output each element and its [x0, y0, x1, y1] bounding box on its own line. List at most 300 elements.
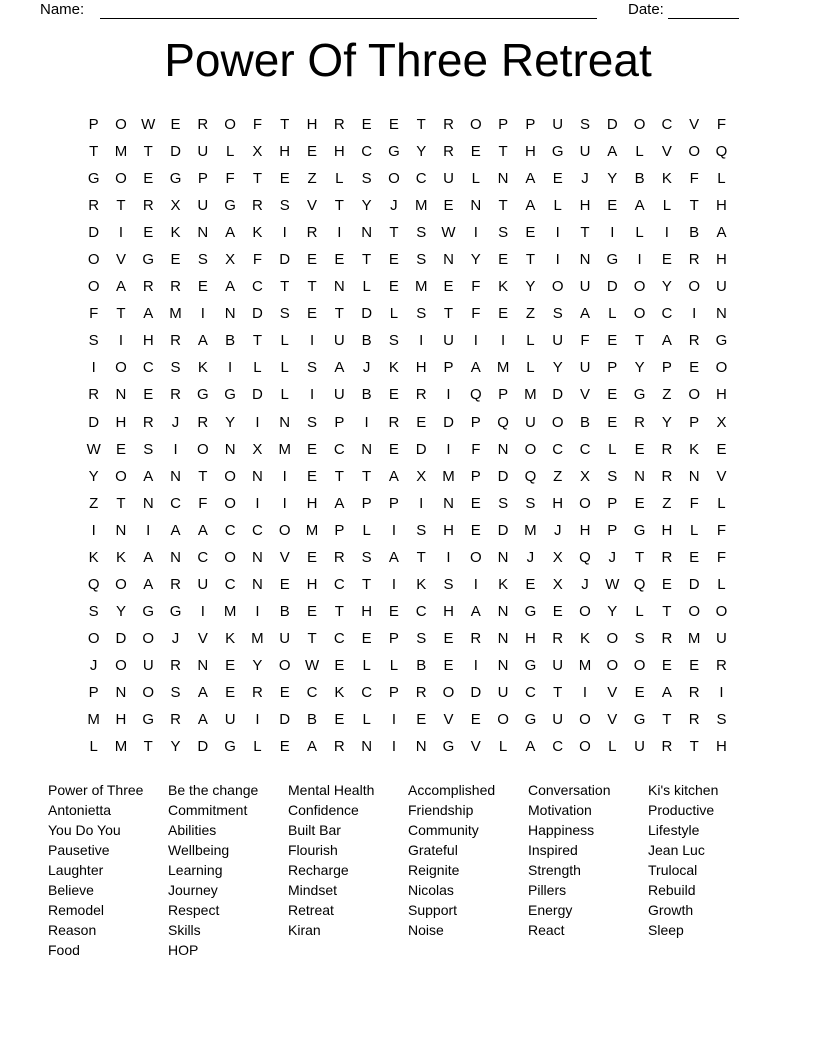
grid-letter: E	[416, 413, 427, 431]
grid-letter: J	[526, 548, 535, 566]
grid-letter: K	[225, 629, 236, 647]
grid-letter: O	[524, 440, 537, 458]
grid-letter: R	[142, 278, 154, 296]
grid-letter: A	[334, 494, 345, 512]
grid-letter: H	[443, 521, 454, 539]
grid-letter: N	[252, 548, 263, 566]
grid-letter: X	[225, 251, 236, 269]
grid-letter: E	[661, 251, 672, 269]
grid-letter: Y	[661, 413, 672, 431]
grid-letter: R	[688, 332, 700, 350]
grid-letter: N	[497, 629, 509, 647]
word-list-item: Believe	[48, 882, 94, 898]
grid-letter: G	[606, 251, 619, 269]
grid-letter: Z	[89, 494, 99, 512]
grid-letter: I	[446, 386, 451, 404]
grid-letter: A	[334, 359, 345, 377]
grid-letter: N	[224, 440, 236, 458]
grid-letter: I	[200, 602, 205, 620]
word-list-item: Abilities	[168, 822, 217, 838]
grid-letter: O	[224, 548, 236, 566]
grid-letter: G	[524, 656, 537, 674]
grid-letter: P	[388, 684, 399, 701]
grid-letter: E	[607, 386, 618, 404]
grid-letter: E	[388, 251, 399, 269]
grid-letter: D	[606, 278, 618, 296]
grid-letter: R	[88, 197, 100, 215]
grid-letter: S	[416, 251, 427, 269]
grid-letter: G	[197, 386, 209, 404]
grid-letter: I	[255, 602, 260, 620]
grid-letter: U	[443, 170, 454, 188]
grid-letter: E	[170, 116, 181, 134]
word-list-item: Retreat	[288, 902, 334, 918]
grid-letter: Q	[87, 575, 100, 593]
grid-letter: U	[579, 278, 591, 296]
word-list	[48, 780, 768, 960]
grid-letter: I	[309, 386, 315, 404]
grid-letter: P	[661, 359, 672, 377]
grid-letter: T	[143, 738, 153, 756]
grid-letter: P	[470, 467, 481, 485]
grid-letter: K	[498, 278, 509, 296]
grid-letter: N	[497, 170, 509, 188]
grid-letter: W	[441, 224, 456, 242]
grid-letter: T	[334, 467, 344, 485]
grid-letter: N	[197, 656, 209, 674]
name-label: Name:	[40, 1, 85, 18]
grid-letter: M	[414, 278, 428, 296]
word-list-item: Confidence	[288, 802, 359, 818]
grid-letter: A	[388, 467, 399, 485]
grid-letter: R	[443, 143, 454, 161]
grid-letter: M	[278, 440, 291, 458]
grid-letter: F	[198, 494, 208, 512]
grid-letter: E	[552, 170, 563, 188]
grid-letter: V	[443, 711, 454, 729]
grid-letter: F	[716, 116, 727, 134]
grid-letter: U	[224, 711, 236, 729]
grid-letter: Q	[715, 143, 728, 161]
grid-letter: C	[552, 440, 564, 458]
grid-letter: S	[143, 440, 154, 458]
grid-letter: O	[688, 143, 701, 161]
grid-letter: S	[279, 305, 290, 323]
grid-letter: L	[362, 521, 371, 539]
grid-letter: H	[661, 521, 673, 539]
grid-letter: O	[87, 629, 100, 647]
grid-letter: K	[252, 224, 263, 242]
grid-letter: L	[280, 386, 289, 404]
grid-letter: E	[143, 224, 154, 242]
grid-letter: F	[689, 170, 699, 188]
grid-letter: G	[524, 602, 537, 620]
grid-letter: G	[142, 251, 155, 269]
grid-letter: R	[333, 116, 345, 134]
word-list-item: Support	[408, 902, 458, 918]
date-fill-line	[668, 1, 739, 19]
grid-letter: E	[552, 602, 563, 620]
grid-letter: D	[115, 629, 127, 647]
grid-letter: L	[717, 494, 726, 512]
grid-letter: E	[634, 494, 645, 512]
grid-letter: T	[498, 197, 508, 215]
grid-letter: O	[688, 386, 701, 404]
grid-letter: F	[716, 548, 727, 566]
grid-letter: L	[608, 305, 617, 323]
grid-letter: T	[635, 548, 645, 566]
grid-letter: Q	[497, 413, 509, 431]
grid-letter: A	[634, 197, 645, 215]
grid-letter: E	[307, 251, 318, 269]
grid-letter: E	[307, 305, 318, 323]
grid-letter: G	[142, 602, 155, 620]
grid-letter: O	[142, 684, 155, 701]
grid-letter: E	[470, 143, 481, 161]
grid-letter: U	[552, 711, 564, 729]
grid-letter: C	[552, 738, 564, 756]
grid-letter: U	[142, 656, 154, 674]
grid-letter: T	[635, 332, 645, 350]
grid-letter: Y	[661, 278, 672, 296]
grid-letter: E	[689, 359, 700, 377]
grid-letter: V	[579, 386, 590, 404]
grid-letter: I	[391, 521, 396, 539]
grid-letter: F	[716, 521, 727, 539]
grid-letter: H	[579, 521, 591, 539]
grid-letter: R	[415, 684, 427, 701]
grid-letter: O	[115, 467, 127, 485]
grid-letter: T	[525, 251, 535, 269]
grid-letter: L	[389, 305, 399, 323]
grid-letter: A	[143, 575, 154, 593]
grid-letter: R	[252, 684, 263, 701]
letter-grid	[80, 111, 735, 760]
grid-letter: P	[470, 413, 481, 431]
grid-letter: C	[252, 521, 263, 539]
grid-letter: E	[443, 656, 454, 674]
grid-letter: P	[689, 413, 700, 431]
grid-letter: X	[552, 548, 563, 566]
word-list-column	[168, 780, 288, 960]
grid-letter: C	[361, 684, 373, 701]
grid-letter: D	[552, 386, 564, 404]
grid-letter: T	[416, 548, 426, 566]
grid-letter: N	[115, 386, 127, 404]
grid-letter: G	[633, 521, 646, 539]
grid-letter: I	[419, 494, 424, 512]
grid-letter: V	[307, 197, 318, 215]
word-list-item: Growth	[648, 902, 694, 918]
grid-letter: I	[282, 494, 287, 512]
grid-letter: Y	[115, 602, 126, 620]
grid-letter: W	[141, 116, 156, 134]
grid-letter: I	[473, 656, 478, 674]
grid-letter: M	[169, 305, 182, 323]
grid-letter: O	[579, 602, 591, 620]
grid-letter: N	[115, 684, 127, 701]
grid-letter: N	[170, 548, 181, 566]
grid-letter: O	[224, 467, 236, 485]
word-list-item: Food	[48, 942, 80, 958]
grid-letter: L	[526, 332, 535, 350]
grid-letter: R	[197, 413, 209, 431]
grid-letter: U	[279, 629, 291, 647]
grid-letter: O	[633, 305, 646, 323]
grid-letter: T	[389, 224, 399, 242]
grid-letter: M	[414, 197, 428, 215]
grid-letter: E	[716, 440, 727, 458]
grid-letter: M	[496, 359, 510, 377]
grid-letter: R	[443, 116, 454, 134]
grid-letter: C	[224, 521, 236, 539]
grid-letter: E	[607, 413, 618, 431]
grid-letter: S	[388, 332, 399, 350]
grid-letter: E	[689, 548, 700, 566]
grid-letter: E	[279, 575, 290, 593]
grid-letter: R	[170, 711, 181, 729]
grid-letter: H	[716, 386, 727, 404]
grid-letter: F	[252, 251, 263, 269]
grid-letter: N	[497, 602, 509, 620]
word-list-item: Grateful	[408, 842, 458, 858]
grid-letter: S	[170, 684, 181, 701]
grid-letter: L	[89, 738, 98, 756]
grid-letter: J	[362, 359, 371, 377]
word-list-item: Journey	[168, 882, 218, 898]
grid-letter: L	[662, 197, 672, 215]
grid-letter: N	[361, 738, 373, 756]
grid-letter: A	[143, 305, 154, 323]
grid-letter: A	[661, 684, 672, 701]
grid-letter: C	[333, 575, 345, 593]
grid-letter: P	[443, 359, 454, 377]
grid-letter: R	[388, 413, 400, 431]
grid-letter: T	[252, 170, 263, 188]
grid-letter: E	[334, 251, 345, 269]
grid-letter: L	[635, 224, 644, 242]
grid-letter: T	[280, 278, 290, 296]
grid-letter: M	[114, 738, 128, 756]
grid-letter: K	[170, 224, 181, 242]
grid-letter: L	[280, 332, 289, 350]
grid-letter: G	[224, 738, 236, 756]
grid-letter: O	[551, 413, 564, 431]
grid-letter: R	[333, 738, 345, 756]
word-list-item: Be the change	[168, 782, 259, 798]
grid-letter: U	[333, 332, 345, 350]
grid-letter: V	[115, 251, 126, 269]
grid-letter: I	[555, 224, 560, 242]
word-list-item: React	[528, 922, 565, 938]
grid-letter: I	[391, 575, 396, 593]
grid-letter: D	[252, 305, 263, 323]
grid-letter: E	[525, 575, 536, 593]
grid-letter: N	[497, 656, 509, 674]
word-list-item: Nicolas	[408, 882, 454, 898]
word-list-column	[48, 780, 168, 960]
grid-letter: O	[633, 278, 646, 296]
grid-letter: M	[305, 521, 319, 539]
word-list-item: Recharge	[288, 862, 349, 878]
grid-letter: R	[306, 224, 318, 242]
grid-letter: T	[580, 224, 590, 242]
grid-letter: H	[716, 251, 727, 269]
grid-letter: O	[579, 711, 591, 729]
word-list-item: Strength	[528, 862, 581, 878]
grid-letter: E	[388, 440, 399, 458]
grid-letter: I	[282, 224, 287, 242]
grid-letter: G	[442, 738, 455, 756]
word-list-item: Wellbeing	[168, 842, 230, 858]
grid-letter: J	[390, 197, 398, 215]
grid-letter: Y	[361, 197, 372, 215]
grid-letter: S	[498, 494, 509, 512]
grid-letter: P	[388, 494, 399, 512]
grid-letter: A	[225, 278, 236, 296]
grid-letter: T	[307, 629, 317, 647]
grid-letter: T	[416, 116, 426, 134]
grid-letter: H	[306, 494, 318, 512]
grid-letter: N	[361, 440, 373, 458]
grid-letter: R	[634, 413, 645, 431]
grid-letter: G	[524, 711, 537, 729]
word-list-item: Inspired	[528, 842, 578, 858]
grid-letter: L	[498, 738, 508, 756]
grid-letter: P	[607, 494, 618, 512]
grid-letter: B	[225, 332, 236, 350]
grid-letter: O	[579, 738, 591, 756]
grid-letter: I	[555, 251, 560, 269]
grid-letter: A	[470, 602, 481, 620]
grid-letter: A	[143, 467, 154, 485]
grid-letter: X	[716, 413, 727, 431]
grid-letter: U	[552, 332, 564, 350]
grid-letter: U	[524, 413, 536, 431]
grid-letter: B	[279, 602, 290, 620]
word-list-item: Reason	[48, 922, 97, 938]
grid-letter: H	[443, 602, 454, 620]
grid-letter: T	[280, 116, 290, 134]
grid-letter: I	[419, 332, 424, 350]
grid-letter: K	[416, 575, 427, 593]
grid-letter: D	[252, 386, 263, 404]
grid-letter: P	[197, 170, 208, 188]
grid-letter: A	[115, 278, 126, 296]
grid-letter: C	[333, 440, 345, 458]
grid-letter: I	[282, 467, 287, 485]
grid-letter: N	[688, 467, 700, 485]
grid-letter: E	[225, 656, 236, 674]
grid-letter: O	[469, 548, 482, 566]
grid-letter: R	[688, 684, 700, 701]
grid-letter: E	[661, 656, 672, 674]
grid-letter: U	[333, 386, 345, 404]
grid-letter: E	[225, 684, 236, 701]
grid-letter: Q	[524, 467, 537, 485]
grid-letter: P	[607, 359, 618, 377]
grid-letter: T	[689, 738, 699, 756]
grid-letter: T	[252, 332, 263, 350]
grid-letter: O	[115, 575, 127, 593]
grid-letter: X	[579, 467, 590, 485]
grid-letter: B	[689, 224, 700, 242]
grid-letter: D	[279, 251, 291, 269]
grid-letter: E	[279, 170, 290, 188]
grid-letter: H	[524, 629, 536, 647]
grid-letter: U	[634, 738, 645, 756]
grid-letter: V	[197, 629, 208, 647]
grid-letter: R	[688, 711, 700, 729]
grid-letter: O	[115, 359, 127, 377]
grid-letter: O	[115, 656, 127, 674]
grid-letter: H	[333, 143, 345, 161]
grid-letter: H	[415, 359, 427, 377]
grid-letter: I	[582, 684, 588, 701]
grid-letter: V	[470, 738, 481, 756]
name-fill-line	[100, 1, 597, 19]
grid-letter: A	[170, 521, 181, 539]
grid-letter: E	[307, 440, 318, 458]
grid-letter: P	[88, 116, 99, 134]
grid-letter: E	[197, 278, 208, 296]
word-list-item: Energy	[528, 902, 573, 918]
grid-letter: E	[361, 116, 372, 134]
grid-letter: T	[334, 197, 344, 215]
grid-letter: R	[552, 629, 564, 647]
grid-letter: Q	[579, 548, 591, 566]
grid-letter: L	[280, 359, 289, 377]
grid-letter: E	[443, 629, 454, 647]
grid-letter: S	[525, 494, 536, 512]
grid-letter: C	[524, 684, 536, 701]
grid-letter: K	[197, 359, 208, 377]
word-list-item: Mindset	[288, 882, 338, 898]
grid-letter: E	[498, 251, 509, 269]
grid-letter: L	[635, 143, 644, 161]
grid-letter: I	[501, 332, 506, 350]
grid-letter: O	[633, 656, 646, 674]
grid-letter: F	[471, 440, 481, 458]
grid-letter: A	[225, 224, 236, 242]
grid-letter: L	[608, 738, 617, 756]
grid-letter: H	[279, 143, 291, 161]
grid-letter: P	[498, 386, 509, 404]
grid-letter: O	[633, 116, 646, 134]
grid-letter: A	[197, 332, 208, 350]
grid-letter: H	[115, 413, 127, 431]
grid-letter: B	[634, 170, 645, 188]
grid-letter: G	[551, 143, 564, 161]
grid-letter: I	[446, 440, 451, 458]
grid-letter: L	[553, 197, 562, 215]
grid-letter: O	[224, 494, 236, 512]
grid-letter: R	[661, 548, 673, 566]
grid-letter: P	[334, 521, 345, 539]
grid-letter: T	[116, 197, 126, 215]
grid-letter: T	[443, 305, 454, 323]
grid-letter: N	[252, 575, 263, 593]
grid-letter: N	[333, 278, 345, 296]
grid-letter: P	[88, 684, 99, 701]
word-list-column	[288, 780, 408, 960]
grid-letter: N	[634, 467, 645, 485]
grid-letter: C	[361, 143, 373, 161]
grid-letter: S	[498, 224, 509, 242]
grid-letter: E	[416, 711, 427, 729]
grid-letter: O	[688, 278, 701, 296]
word-list-item: HOP	[168, 942, 199, 958]
